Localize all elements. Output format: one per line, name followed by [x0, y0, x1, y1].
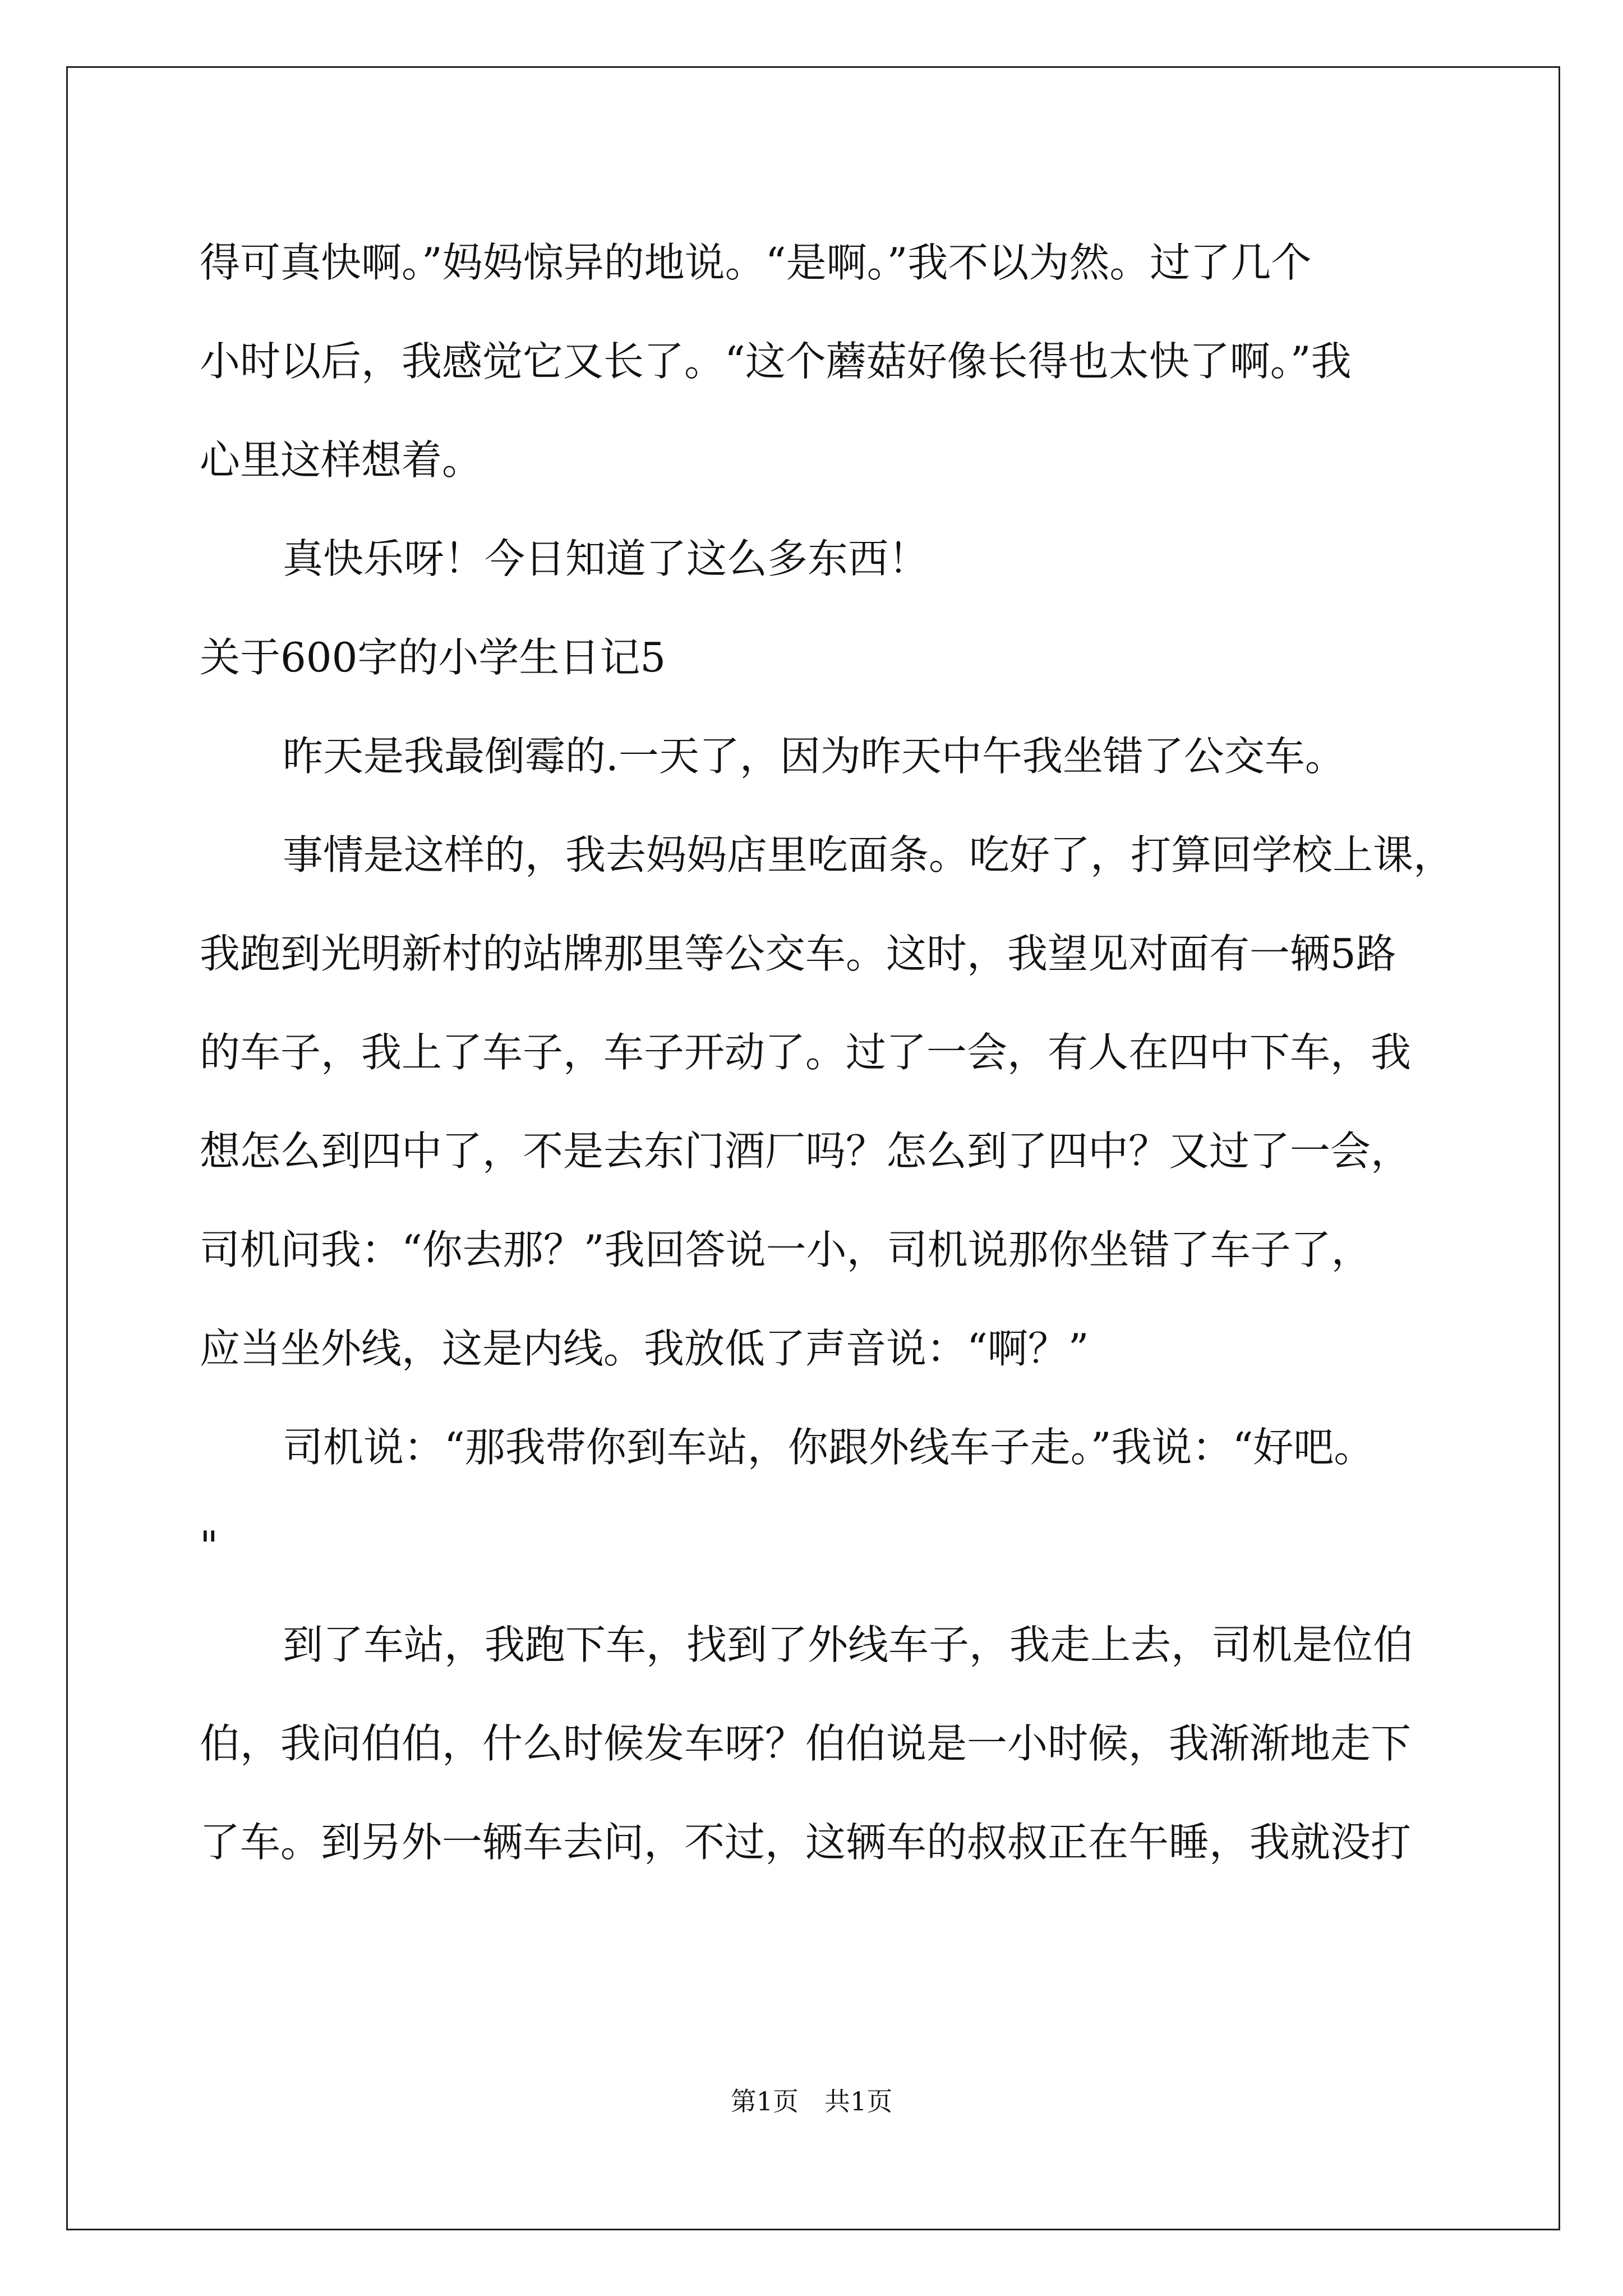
text-line: 小时以后，我感觉它又长了。“这个蘑菇好像长得也太快了啊。”我: [200, 338, 1352, 385]
text-line: 伯，我问伯伯，什么时候发车呀？伯伯说是一小时候，我渐渐地走下: [200, 1720, 1412, 1767]
text-line: 真快乐呀！今日知道了这么多东西！: [283, 535, 929, 582]
text-line: 心里这样想着。: [200, 436, 483, 484]
text-line: 的车子，我上了车子，车子开动了。过了一会，有人在四中下车，我: [200, 1029, 1412, 1076]
text-line: ": [200, 1522, 219, 1570]
text-line: 司机问我：“你去那？”我回答说一小，司机说那你坐错了车子了，: [200, 1226, 1372, 1273]
text-line: 想怎么到四中了，不是去东门酒厂吗？怎么到了四中？又过了一会，: [200, 1128, 1412, 1175]
text-line: 昨天是我最倒霉的.一天了，因为昨天中午我坐错了公交车。: [283, 733, 1345, 780]
text-line: 事情是这样的，我去妈妈店里吃面条。吃好了，打算回学校上课，: [283, 831, 1454, 878]
page-footer: 第1页 共1页: [730, 2086, 893, 2116]
text-line: 我跑到光明新村的站牌那里等公交车。这时，我望见对面有一辆5路: [200, 930, 1396, 977]
text-line: 司机说：“那我带你到车站，你跟外线车子走。”我说：“好吧。: [283, 1424, 1375, 1471]
document-body: [200, 213, 1454, 1892]
text-line: 了车。到另外一辆车去问，不过，这辆车的叔叔正在午睡，我就没打: [200, 1819, 1412, 1866]
text-line: 得可真快啊。”妈妈惊异的地说。“是啊。”我不以为然。过了几个: [200, 239, 1312, 286]
text-line: 到了车站，我跑下车，找到了外线车子，我走上去，司机是位伯: [283, 1621, 1414, 1668]
text-line: 应当坐外线，这是内线。我放低了声音说：“啊？”: [200, 1325, 1089, 1372]
section-heading: 关于600字的小学生日记5: [200, 634, 666, 681]
